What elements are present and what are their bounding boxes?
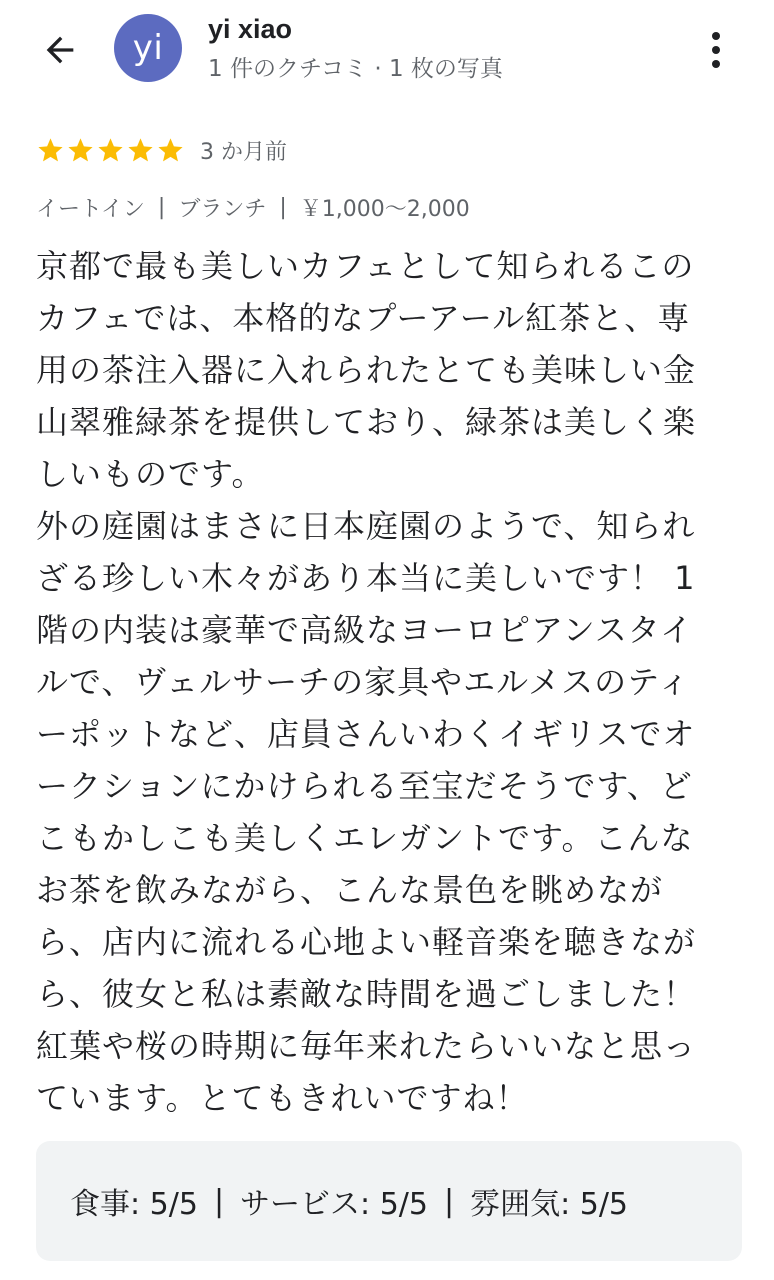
avatar-initials: yi xyxy=(132,28,164,68)
review-line: カフェでは、本格的なプーアール紅茶と、専 xyxy=(36,299,691,337)
subrating-divider: | xyxy=(443,1183,455,1219)
back-button[interactable] xyxy=(34,24,86,76)
subratings-row xyxy=(70,1179,628,1223)
review-line: ら、彼女と私は素敵な時間を過ごしました！ xyxy=(36,975,697,1013)
star-rating xyxy=(36,136,185,165)
review-line: 紅葉や桜の時期に毎年来れたらいいなと思っ xyxy=(36,1027,697,1065)
subrating-food: 食事: 5/5 xyxy=(70,1187,198,1222)
star-icon xyxy=(156,136,185,165)
tag-divider: | xyxy=(157,195,166,220)
arrow-back-icon xyxy=(40,30,80,70)
app-header xyxy=(0,0,774,100)
review-line: 外の庭園はまさに日本庭園のようで、知られ xyxy=(36,507,696,545)
review-body xyxy=(36,240,736,1124)
star-icon xyxy=(96,136,125,165)
rating-row xyxy=(36,134,287,166)
review-line: 階の内装は豪華で高級なヨーロピアンスタイ xyxy=(36,611,694,649)
subrating-atmosphere: 雰囲気: 5/5 xyxy=(470,1187,629,1222)
more-vert-icon-dot xyxy=(712,46,720,54)
review-line: 京都で最も美しいカフェとして知られるこの xyxy=(36,247,695,285)
review-tags xyxy=(36,192,470,223)
tag-meal-type: ブランチ xyxy=(178,197,267,222)
star-icon xyxy=(126,136,155,165)
review-line: ざる珍しい木々があり本当に美しいです！ 1 xyxy=(36,559,696,597)
review-line: ルで、ヴェルサーチの家具やエルメスのティ xyxy=(36,663,691,701)
review-line: お茶を飲みながら、こんな景色を眺めなが xyxy=(36,871,664,909)
star-icon xyxy=(36,136,65,165)
star-icon xyxy=(66,136,95,165)
subrating-divider: | xyxy=(213,1183,225,1219)
review-date: 3 か月前 xyxy=(200,139,287,165)
tag-price-range: ￥1,000〜2,000 xyxy=(299,197,470,222)
subrating-service: サービス: 5/5 xyxy=(240,1187,428,1222)
more-vert-icon xyxy=(712,32,720,40)
review-line: ら、店内に流れる心地よい軽音楽を聴きなが xyxy=(36,923,697,961)
more-options-button[interactable] xyxy=(696,24,736,76)
review-line: 用の茶注入器に入れられたとても美味しい金 xyxy=(36,351,697,389)
review-line: ークションにかけられる至宝だそうです、ど xyxy=(36,767,693,805)
subratings-card xyxy=(36,1141,742,1261)
more-vert-icon-dot xyxy=(712,60,720,68)
avatar[interactable] xyxy=(114,14,182,82)
review-line: 山翠雅緑茶を提供しており、緑茶は美しく楽 xyxy=(36,403,697,441)
review-line: こもかしこも美しくエレガントです。こんな xyxy=(36,819,694,857)
user-meta: 1 件のクチコミ · 1 枚の写真 xyxy=(208,56,503,82)
review-line: ーポットなど、店員さんいわくイギリスでオ xyxy=(36,715,696,753)
tag-dine-in: イートイン xyxy=(36,197,145,222)
user-name[interactable]: yi xiao xyxy=(208,14,293,44)
tag-divider: | xyxy=(279,195,287,220)
review-line: ています。とてもきれいですね！ xyxy=(36,1079,529,1117)
review-line: しいものです。 xyxy=(36,455,265,493)
